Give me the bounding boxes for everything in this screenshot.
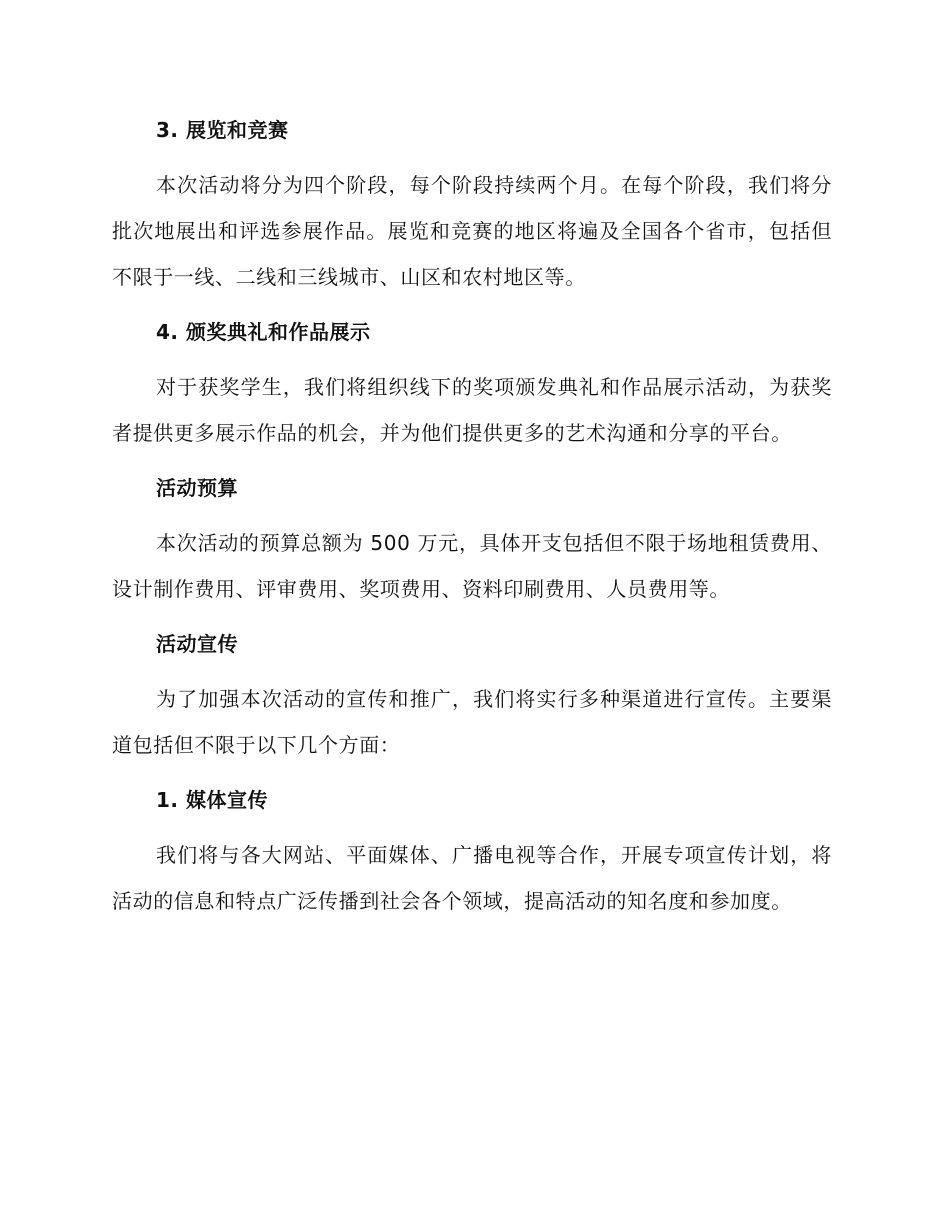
section-heading-awards: 4. 颁奖典礼和作品展示 xyxy=(156,320,371,344)
section-paragraph-budget: 本次活动的预算总额为 500 万元，具体开支包括但不限于场地租赁费用、设计制作费用、评审费用、奖项费用、资料印刷费用、人员费用等。 xyxy=(112,531,832,601)
section-heading-budget: 活动预算 xyxy=(156,476,238,500)
section-heading-promotion: 活动宣传 xyxy=(156,632,238,656)
section-paragraph-awards: 对于获奖学生，我们将组织线下的奖项颁发典礼和作品展示活动，为获奖者提供更多展示作品的机会，并为他们提供更多的艺术沟通和分享的平台。 xyxy=(112,375,832,445)
section-paragraph-promotion: 为了加强本次活动的宣传和推广，我们将实行多种渠道进行宣传。主要渠道包括但不限于以下几个方面： xyxy=(112,687,832,757)
section-paragraph-media: 我们将与各大网站、平面媒体、广播电视等合作，开展专项宣传计划，将活动的信息和特点广泛传播到社会各个领域，提高活动的知名度和参加度。 xyxy=(112,843,832,913)
section-heading-media: 1. 媒体宣传 xyxy=(156,788,268,812)
section-paragraph-exhibition: 本次活动将分为四个阶段，每个阶段持续两个月。在每个阶段，我们将分批次地展出和评选参展作品。展览和竞赛的地区将遍及全国各个省市，包括但不限于一线、二线和三线城市、山区和农村地区等。 xyxy=(112,173,832,289)
section-heading-exhibition: 3. 展览和竞赛 xyxy=(156,118,289,142)
document-page xyxy=(112,110,832,936)
